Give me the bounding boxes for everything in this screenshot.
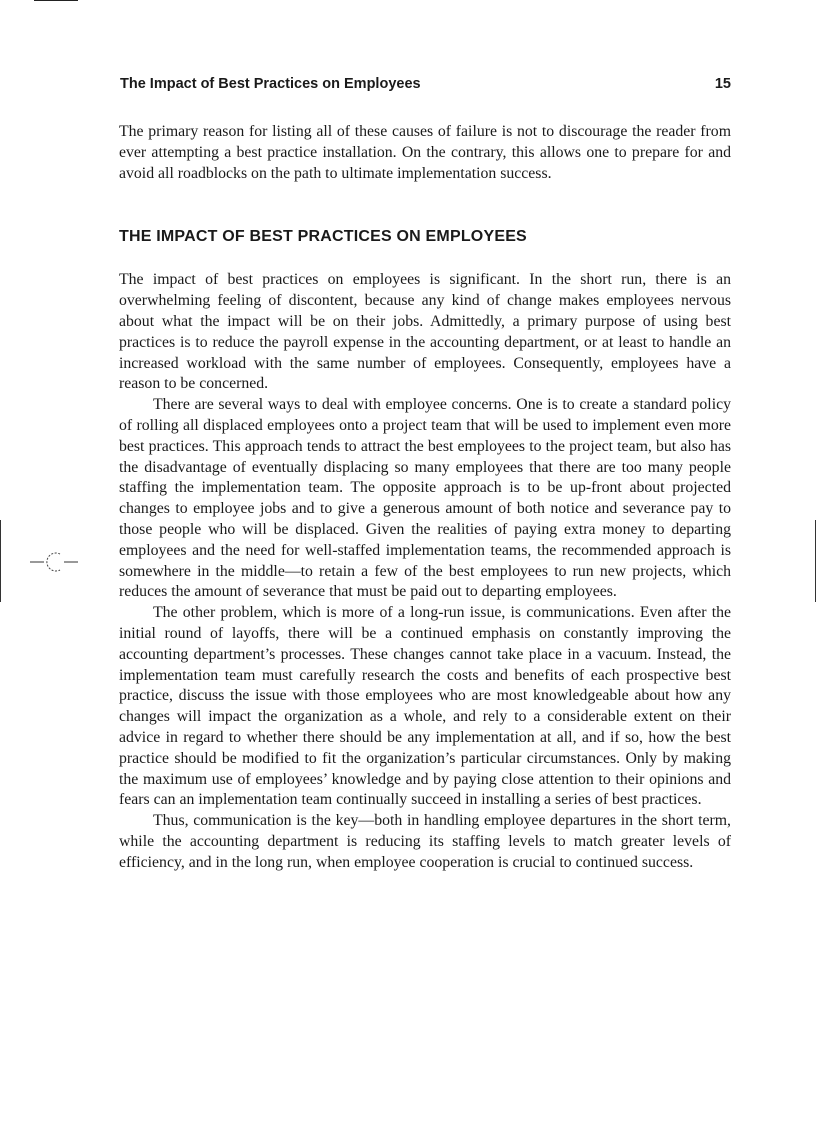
running-head — [120, 75, 731, 93]
section-heading: THE IMPACT OF BEST PRACTICES ON EMPLOYEES — [119, 228, 527, 246]
body-paragraph-2: There are several ways to deal with employee concerns. One is to create a standard policy of rolling all displaced employees onto a project team that will be used to implement even more best practices. This approach tends to attract the best employees to the project team, but also has the disadvantage of eventually displacing so many employees that there are too many people staffing the implementation team. The opposite approach is to be up-front about projected changes to employee jobs and to give a generous amount of both notice and severance pay to those people who will be displaced. Given the realities of paying extra money to departing employees and the need for well-staffed implementation teams, the recommended approach is somewhere in the middle—to retain a few of the best employees to run new projects, which reduces the amount of severance that must be paid out to departing employees. — [119, 396, 731, 601]
registration-mark-icon — [30, 548, 78, 576]
page-body — [119, 122, 731, 874]
crop-mark-left — [0, 520, 1, 602]
intro-paragraph: The primary reason for listing all of these causes of failure is not to discourage the reader from ever attempting a best practice installation. On the contrary, this allows one to prepare for and avoid all roadblocks on the path to ultimate implementation success. — [119, 123, 731, 182]
body-paragraph-1: The impact of best practices on employees is significant. In the short run, there is an overwhelming feeling of discontent, because any kind of change makes employees nervous about what the impact will be on their jobs. Admittedly, a primary purpose of using best practices is to reduce the payroll expense in the accounting department, or at least to handle an increased workload with the same number of employees. Consequently, employees have a reason to be concerned. — [119, 271, 731, 393]
crop-mark-top — [34, 0, 78, 1]
body-paragraph-4: Thus, communication is the key—both in handling employee departures in the short term, while the accounting department is reducing its staffing levels to match greater levels of efficiency, and in the long run, when employee cooperation is crucial to continued success. — [119, 812, 731, 871]
page-number: 15 — [714, 76, 731, 92]
running-head-title: The Impact of Best Practices on Employees — [120, 76, 421, 92]
body-paragraph-3: The other problem, which is more of a long-run issue, is communications. Even after the initial round of layoffs, there will be a continued emphasis on constantly improving the accounting department’s processes. These changes cannot take place in a vacuum. Instead, the implementation team must carefully research the costs and benefits of each prospective best practice, discuss the issue with those employees who are most knowledgeable about how any changes will impact the organization as a whole, and rely to a considerable extent on their advice in regard to whether there should be any implementation at all, and if so, how the best practice should be modified to fit the organization’s particular circumstances. Only by making the maximum use of employees’ knowledge and by paying close attention to their opinions and fears can an implementation team continually succeed in installing a series of best practices. — [119, 604, 731, 809]
